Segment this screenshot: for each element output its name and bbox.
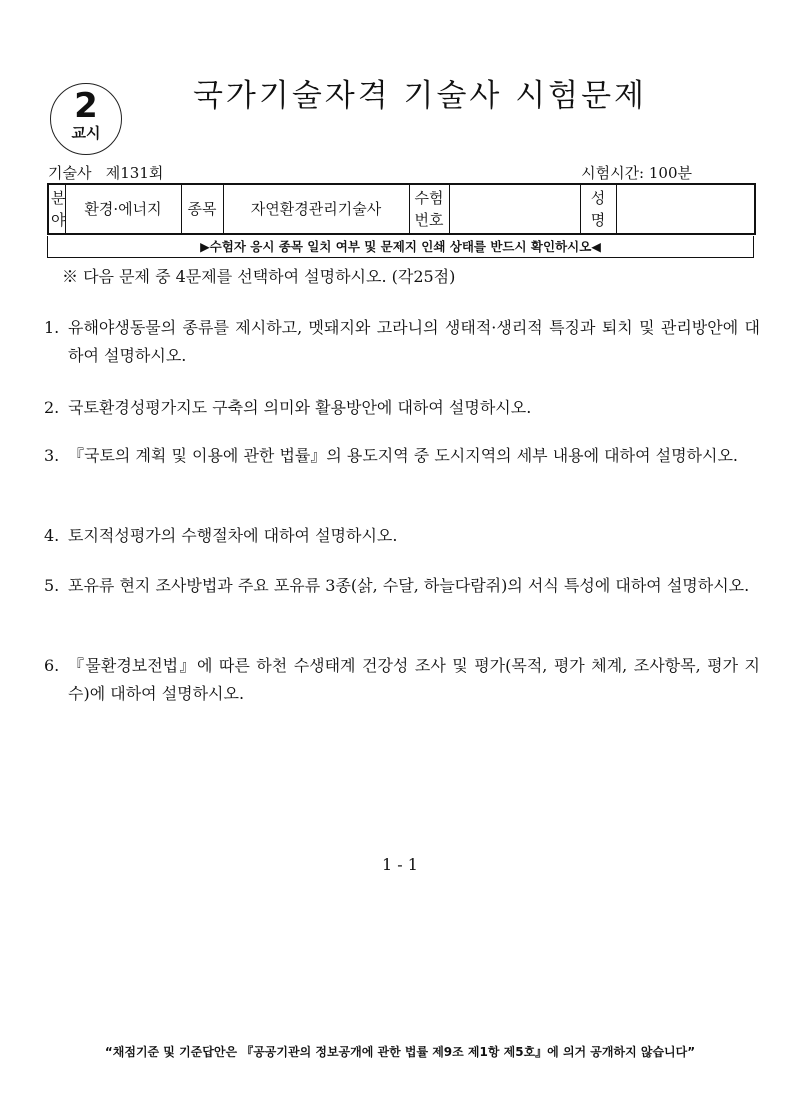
- question-text: 유해야생동물의 종류를 제시하고, 멧돼지와 고라니의 생태적·생리적 특징과 퇴치 및 관리방안에 대하여 설명하시오.: [68, 318, 760, 365]
- question-text: 토지적성평가의 수행절차에 대하여 설명하시오.: [68, 526, 398, 545]
- session-number: 2: [74, 86, 98, 126]
- category-label: 종목: [181, 184, 223, 234]
- name-label-line2: 명: [590, 211, 606, 229]
- category-value: 자연환경관리기술사: [223, 184, 409, 234]
- question-number: 2.: [44, 398, 60, 417]
- page-number: 1 - 1: [382, 855, 418, 874]
- exam-number-label-line1: 수험: [414, 189, 444, 207]
- field-label-cell: [48, 184, 65, 234]
- question-number: 3.: [44, 446, 60, 465]
- exam-time: 시험시간: 100분: [581, 164, 692, 182]
- name-field[interactable]: [616, 184, 755, 234]
- exam-number-label-cell: [409, 184, 449, 234]
- question-number: 1.: [44, 318, 60, 337]
- check-notice: ▶수험자 응시 종목 일치 여부 및 문제지 인쇄 상태를 반드시 확인하시오◀: [47, 236, 754, 258]
- name-label-cell: [580, 184, 616, 234]
- question-text: 포유류 현지 조사방법과 주요 포유류 3종(삵, 수달, 하늘다람쥐)의 서식 특성에 대하여 설명하시오.: [68, 576, 750, 595]
- question-number: 4.: [44, 526, 60, 545]
- exam-round: 기술사 제131회: [48, 164, 164, 182]
- exam-info-table: [47, 183, 756, 235]
- disclosure-footer: “채점기준 및 기준답안은 『공공기관의 정보공개에 관한 법률 제9조 제1항 제5호』에 의거 공개하지 않습니다”: [104, 1045, 696, 1059]
- name-label-line1: 성: [590, 189, 606, 207]
- session-badge: [50, 83, 122, 155]
- field-label-line2: 야: [51, 211, 66, 229]
- question-text: 『국토의 계획 및 이용에 관한 법률』의 용도지역 중 도시지역의 세부 내용에 대하여 설명하시오.: [68, 446, 738, 465]
- instruction-text: ※ 다음 문제 중 4문제를 선택하여 설명하시오. (각25점): [62, 267, 456, 286]
- question-item: [44, 442, 760, 470]
- question-number: 5.: [44, 576, 60, 595]
- question-item: [44, 522, 760, 550]
- question-item: [44, 652, 760, 708]
- question-number: 6.: [44, 656, 60, 675]
- question-text: 『물환경보전법』에 따른 하천 수생태계 건강성 조사 및 평가(목적, 평가 체계, 조사항목, 평가 지수)에 대하여 설명하시오.: [68, 656, 760, 703]
- field-label-line1: 분: [51, 189, 66, 207]
- page-title: 국가기술자격 기술사 시험문제: [192, 78, 647, 114]
- field-value: 환경·에너지: [65, 184, 181, 234]
- exam-number-label-line2: 번호: [414, 211, 444, 229]
- question-item: [44, 394, 760, 422]
- question-item: [44, 314, 760, 370]
- session-label: 교시: [71, 124, 101, 142]
- exam-number-field[interactable]: [449, 184, 580, 234]
- question-text: 국토환경성평가지도 구축의 의미와 활용방안에 대하여 설명하시오.: [68, 398, 532, 417]
- question-item: [44, 572, 760, 600]
